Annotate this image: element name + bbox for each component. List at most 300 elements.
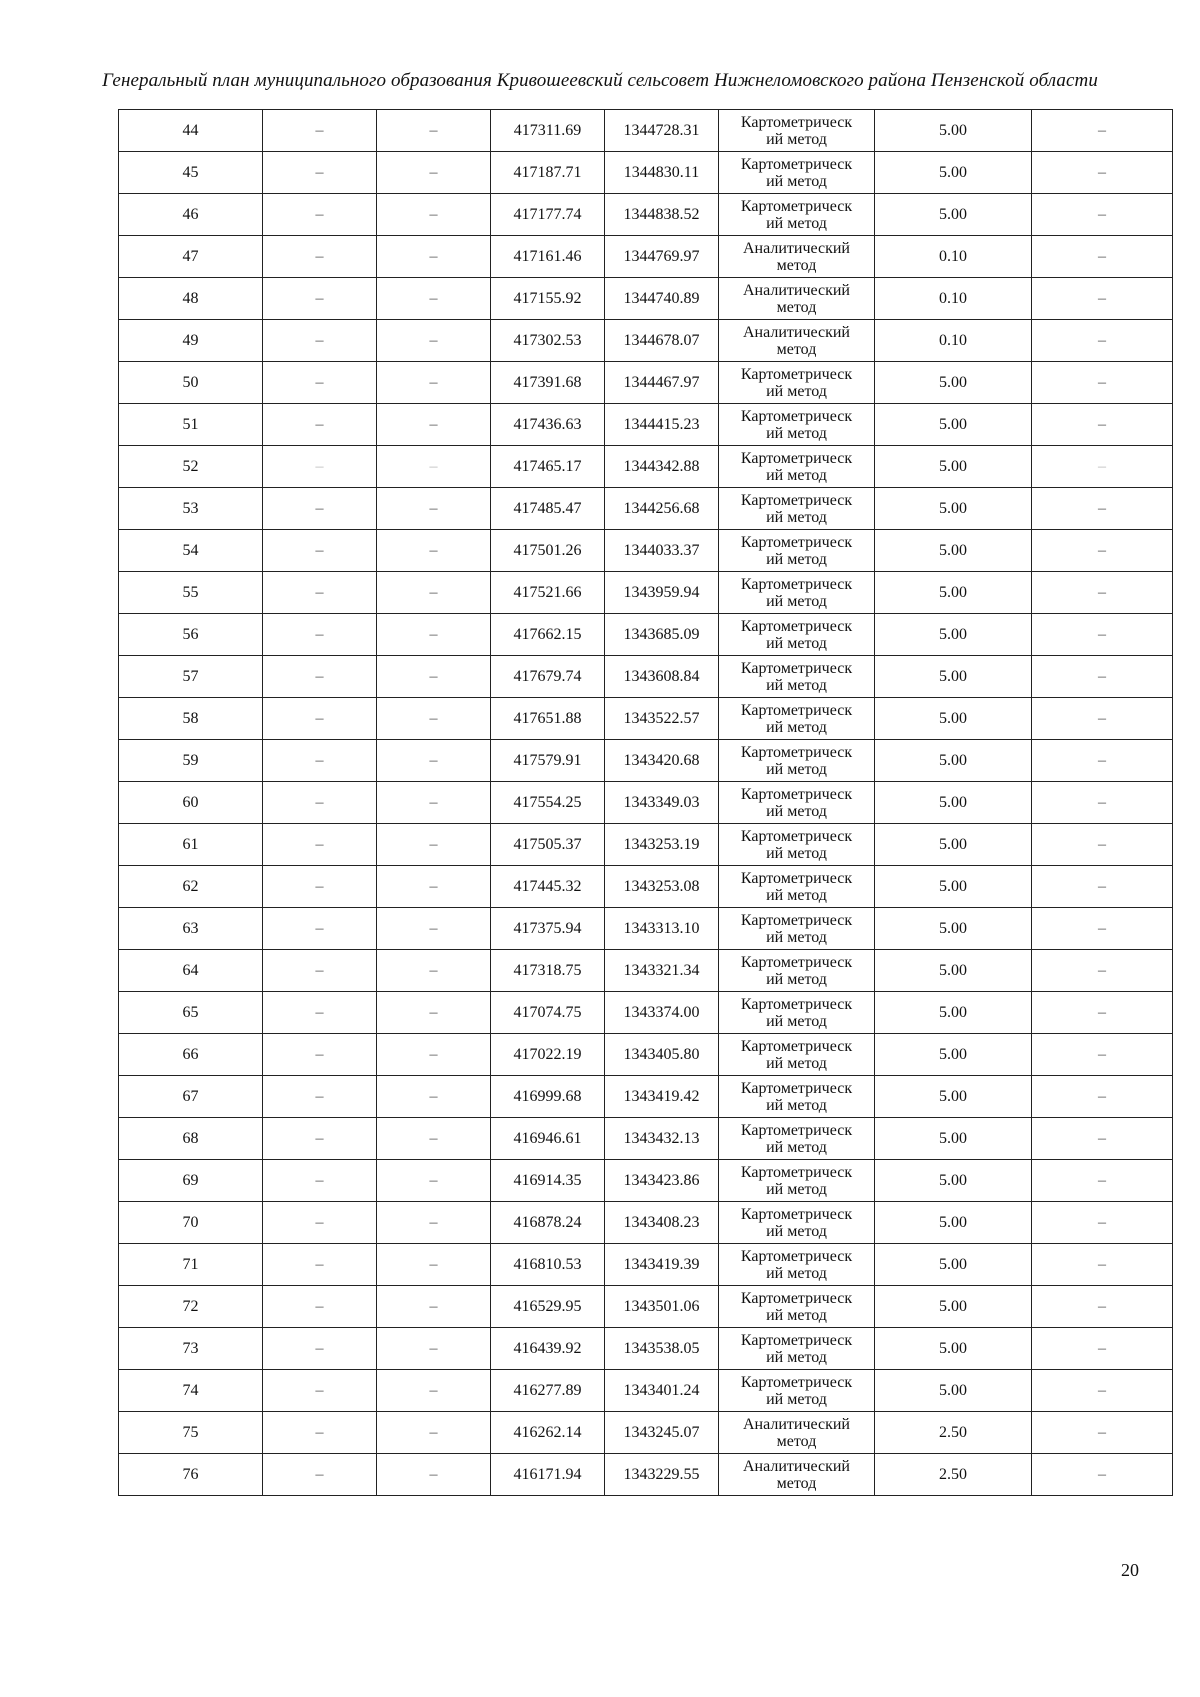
point-number-cell: 65 <box>119 992 263 1034</box>
method-cell <box>719 1160 875 1202</box>
x-coordinate-cell: 417579.91 <box>491 740 605 782</box>
empty-dash-cell: – <box>1032 404 1173 446</box>
point-number-cell: 74 <box>119 1370 263 1412</box>
point-number-cell: 45 <box>119 152 263 194</box>
method-cell <box>719 950 875 992</box>
empty-dash-cell: – <box>263 1202 377 1244</box>
point-number-cell: 44 <box>119 110 263 152</box>
method-line: ий метод <box>766 425 827 442</box>
table-row <box>119 1370 1173 1412</box>
empty-dash-cell: – <box>1032 236 1173 278</box>
method-line: Картометрическ <box>740 744 853 761</box>
x-coordinate-cell: 417521.66 <box>491 572 605 614</box>
method-line: Картометрическ <box>740 114 853 131</box>
method-line: Картометрическ <box>740 366 853 383</box>
method-line: Картометрическ <box>740 534 853 551</box>
table-row <box>119 446 1173 488</box>
method-line: ий метод <box>766 1307 827 1324</box>
method-line: ий метод <box>766 677 827 694</box>
accuracy-cell: 0.10 <box>875 320 1032 362</box>
method-line: метод <box>776 299 817 316</box>
x-coordinate-cell: 416277.89 <box>491 1370 605 1412</box>
empty-dash-cell: – <box>263 698 377 740</box>
empty-dash-cell: – <box>377 950 491 992</box>
empty-dash-cell: – <box>263 1244 377 1286</box>
accuracy-cell: 5.00 <box>875 1202 1032 1244</box>
x-coordinate-cell: 417445.32 <box>491 866 605 908</box>
table-row <box>119 1076 1173 1118</box>
empty-dash-cell: – <box>377 152 491 194</box>
method-line: Аналитический <box>742 1458 850 1475</box>
method-cell <box>719 992 875 1034</box>
empty-dash-cell: – <box>263 572 377 614</box>
accuracy-cell: 5.00 <box>875 1286 1032 1328</box>
method-line: Картометрическ <box>740 156 853 173</box>
y-coordinate-cell: 1344415.23 <box>605 404 719 446</box>
table-row <box>119 698 1173 740</box>
y-coordinate-cell: 1344740.89 <box>605 278 719 320</box>
point-number-cell: 57 <box>119 656 263 698</box>
method-line: Аналитический <box>742 240 850 257</box>
method-cell <box>719 614 875 656</box>
method-line: Картометрическ <box>740 1038 853 1055</box>
empty-dash-cell: – <box>377 908 491 950</box>
empty-dash-cell: – <box>263 824 377 866</box>
accuracy-cell: 5.00 <box>875 698 1032 740</box>
table-row <box>119 404 1173 446</box>
method-line: Картометрическ <box>740 1164 853 1181</box>
method-cell <box>719 572 875 614</box>
method-cell <box>719 194 875 236</box>
x-coordinate-cell: 417436.63 <box>491 404 605 446</box>
accuracy-cell: 5.00 <box>875 992 1032 1034</box>
empty-dash-cell: – <box>1032 740 1173 782</box>
x-coordinate-cell: 417311.69 <box>491 110 605 152</box>
empty-dash-cell: – <box>377 992 491 1034</box>
method-line: ий метод <box>766 929 827 946</box>
x-coordinate-cell: 417554.25 <box>491 782 605 824</box>
point-number-cell: 73 <box>119 1328 263 1370</box>
empty-dash-cell: – <box>263 1412 377 1454</box>
empty-dash-cell: – <box>263 1118 377 1160</box>
method-line: Картометрическ <box>740 576 853 593</box>
y-coordinate-cell: 1343419.42 <box>605 1076 719 1118</box>
method-line: Картометрическ <box>740 1080 853 1097</box>
empty-dash-cell: – <box>377 530 491 572</box>
point-number-cell: 62 <box>119 866 263 908</box>
y-coordinate-cell: 1343522.57 <box>605 698 719 740</box>
empty-dash-cell: – <box>1032 530 1173 572</box>
accuracy-cell: 5.00 <box>875 446 1032 488</box>
method-line: Картометрическ <box>740 1332 853 1349</box>
method-cell <box>719 1118 875 1160</box>
accuracy-cell: 0.10 <box>875 236 1032 278</box>
empty-dash-cell: – <box>1032 992 1173 1034</box>
method-line: ий метод <box>766 467 827 484</box>
method-line: Картометрическ <box>740 1374 853 1391</box>
empty-dash-cell: – <box>377 1034 491 1076</box>
method-line: ий метод <box>766 1223 827 1240</box>
y-coordinate-cell: 1343349.03 <box>605 782 719 824</box>
method-cell <box>719 488 875 530</box>
empty-dash-cell: – <box>377 110 491 152</box>
method-line: Картометрическ <box>740 1290 853 1307</box>
method-line: ий метод <box>766 719 827 736</box>
method-line: ий метод <box>766 551 827 568</box>
table-body <box>119 110 1173 1496</box>
table-row <box>119 1160 1173 1202</box>
empty-dash-cell: – <box>263 362 377 404</box>
y-coordinate-cell: 1343401.24 <box>605 1370 719 1412</box>
method-cell <box>719 1412 875 1454</box>
empty-dash-cell: – <box>1032 824 1173 866</box>
method-line: Картометрическ <box>740 492 853 509</box>
point-number-cell: 66 <box>119 1034 263 1076</box>
empty-dash-cell: – <box>1032 1034 1173 1076</box>
empty-dash-cell: – <box>1032 278 1173 320</box>
method-line: ий метод <box>766 761 827 778</box>
point-number-cell: 46 <box>119 194 263 236</box>
empty-dash-cell: – <box>1032 866 1173 908</box>
empty-dash-cell: – <box>377 1370 491 1412</box>
accuracy-cell: 5.00 <box>875 194 1032 236</box>
y-coordinate-cell: 1343313.10 <box>605 908 719 950</box>
method-line: ий метод <box>766 887 827 904</box>
method-cell <box>719 1286 875 1328</box>
empty-dash-cell: – <box>377 1202 491 1244</box>
point-number-cell: 70 <box>119 1202 263 1244</box>
table-row <box>119 656 1173 698</box>
x-coordinate-cell: 416171.94 <box>491 1454 605 1496</box>
method-line: Картометрическ <box>740 660 853 677</box>
accuracy-cell: 5.00 <box>875 152 1032 194</box>
table-row <box>119 1286 1173 1328</box>
accuracy-cell: 5.00 <box>875 488 1032 530</box>
y-coordinate-cell: 1343959.94 <box>605 572 719 614</box>
method-line: Картометрическ <box>740 912 853 929</box>
method-line: Картометрическ <box>740 828 853 845</box>
empty-dash-cell: – <box>1032 1370 1173 1412</box>
accuracy-cell: 5.00 <box>875 866 1032 908</box>
accuracy-cell: 0.10 <box>875 278 1032 320</box>
empty-dash-cell: – <box>1032 488 1173 530</box>
point-number-cell: 56 <box>119 614 263 656</box>
table-row <box>119 782 1173 824</box>
empty-dash-cell: – <box>1032 1244 1173 1286</box>
empty-dash-cell: – <box>263 236 377 278</box>
coordinates-table <box>118 109 1173 1496</box>
empty-dash-cell: – <box>263 992 377 1034</box>
method-cell <box>719 656 875 698</box>
y-coordinate-cell: 1343420.68 <box>605 740 719 782</box>
method-line: метод <box>776 1433 817 1450</box>
empty-dash-cell: – <box>263 278 377 320</box>
point-number-cell: 75 <box>119 1412 263 1454</box>
x-coordinate-cell: 417679.74 <box>491 656 605 698</box>
accuracy-cell: 5.00 <box>875 1244 1032 1286</box>
method-cell <box>719 278 875 320</box>
empty-dash-cell: – <box>1032 1286 1173 1328</box>
point-number-cell: 53 <box>119 488 263 530</box>
method-line: ий метод <box>766 845 827 862</box>
method-line: ий метод <box>766 971 827 988</box>
method-line: ий метод <box>766 215 827 232</box>
method-cell <box>719 698 875 740</box>
empty-dash-cell: – <box>1032 1160 1173 1202</box>
empty-dash-cell: – <box>377 782 491 824</box>
table-row <box>119 362 1173 404</box>
empty-dash-cell: – <box>377 446 491 488</box>
method-line: ий метод <box>766 803 827 820</box>
method-line: метод <box>776 257 817 274</box>
accuracy-cell: 5.00 <box>875 1118 1032 1160</box>
empty-dash-cell: – <box>377 1076 491 1118</box>
empty-dash-cell: – <box>377 740 491 782</box>
y-coordinate-cell: 1343229.55 <box>605 1454 719 1496</box>
table-row <box>119 572 1173 614</box>
empty-dash-cell: – <box>377 194 491 236</box>
method-cell <box>719 236 875 278</box>
method-cell <box>719 110 875 152</box>
point-number-cell: 51 <box>119 404 263 446</box>
empty-dash-cell: – <box>263 1328 377 1370</box>
point-number-cell: 60 <box>119 782 263 824</box>
point-number-cell: 67 <box>119 1076 263 1118</box>
point-number-cell: 64 <box>119 950 263 992</box>
point-number-cell: 49 <box>119 320 263 362</box>
empty-dash-cell: – <box>377 404 491 446</box>
empty-dash-cell: – <box>1032 782 1173 824</box>
empty-dash-cell: – <box>1032 614 1173 656</box>
method-line: Картометрическ <box>740 198 853 215</box>
page-header: Генеральный план муниципального образования Кривошеевский сельсовет Нижнеломовского района Пензенской области <box>102 70 1098 91</box>
y-coordinate-cell: 1343538.05 <box>605 1328 719 1370</box>
y-coordinate-cell: 1344830.11 <box>605 152 719 194</box>
point-number-cell: 69 <box>119 1160 263 1202</box>
y-coordinate-cell: 1343501.06 <box>605 1286 719 1328</box>
method-line: ий метод <box>766 509 827 526</box>
x-coordinate-cell: 416529.95 <box>491 1286 605 1328</box>
empty-dash-cell: – <box>377 656 491 698</box>
method-line: Аналитический <box>742 324 850 341</box>
empty-dash-cell: – <box>377 1412 491 1454</box>
method-line: Картометрическ <box>740 408 853 425</box>
accuracy-cell: 5.00 <box>875 656 1032 698</box>
empty-dash-cell: – <box>263 404 377 446</box>
table-row <box>119 488 1173 530</box>
empty-dash-cell: – <box>1032 1454 1173 1496</box>
empty-dash-cell: – <box>377 1118 491 1160</box>
table-row <box>119 110 1173 152</box>
table-row <box>119 614 1173 656</box>
empty-dash-cell: – <box>1032 1202 1173 1244</box>
x-coordinate-cell: 417074.75 <box>491 992 605 1034</box>
y-coordinate-cell: 1344728.31 <box>605 110 719 152</box>
method-cell <box>719 404 875 446</box>
point-number-cell: 72 <box>119 1286 263 1328</box>
empty-dash-cell: – <box>263 740 377 782</box>
empty-dash-cell: – <box>1032 320 1173 362</box>
empty-dash-cell: – <box>377 320 491 362</box>
table-row <box>119 824 1173 866</box>
x-coordinate-cell: 417651.88 <box>491 698 605 740</box>
y-coordinate-cell: 1343608.84 <box>605 656 719 698</box>
x-coordinate-cell: 417302.53 <box>491 320 605 362</box>
point-number-cell: 59 <box>119 740 263 782</box>
point-number-cell: 55 <box>119 572 263 614</box>
empty-dash-cell: – <box>377 1160 491 1202</box>
accuracy-cell: 5.00 <box>875 572 1032 614</box>
empty-dash-cell: – <box>263 320 377 362</box>
empty-dash-cell: – <box>263 194 377 236</box>
x-coordinate-cell: 417022.19 <box>491 1034 605 1076</box>
method-cell <box>719 320 875 362</box>
empty-dash-cell: – <box>263 110 377 152</box>
table-row <box>119 320 1173 362</box>
table-row <box>119 1118 1173 1160</box>
x-coordinate-cell: 416946.61 <box>491 1118 605 1160</box>
y-coordinate-cell: 1344838.52 <box>605 194 719 236</box>
x-coordinate-cell: 417465.17 <box>491 446 605 488</box>
empty-dash-cell: – <box>263 1160 377 1202</box>
empty-dash-cell: – <box>1032 908 1173 950</box>
method-line: Картометрическ <box>740 1248 853 1265</box>
empty-dash-cell: – <box>1032 152 1173 194</box>
method-line: ий метод <box>766 1181 827 1198</box>
table-row <box>119 236 1173 278</box>
empty-dash-cell: – <box>263 782 377 824</box>
empty-dash-cell: – <box>263 1076 377 1118</box>
empty-dash-cell: – <box>377 362 491 404</box>
y-coordinate-cell: 1343405.80 <box>605 1034 719 1076</box>
empty-dash-cell: – <box>263 950 377 992</box>
accuracy-cell: 5.00 <box>875 950 1032 992</box>
method-cell <box>719 866 875 908</box>
point-number-cell: 50 <box>119 362 263 404</box>
empty-dash-cell: – <box>377 278 491 320</box>
method-line: Картометрическ <box>740 870 853 887</box>
accuracy-cell: 5.00 <box>875 404 1032 446</box>
x-coordinate-cell: 417391.68 <box>491 362 605 404</box>
table-row <box>119 992 1173 1034</box>
x-coordinate-cell: 416262.14 <box>491 1412 605 1454</box>
method-line: Картометрическ <box>740 450 853 467</box>
empty-dash-cell: – <box>377 1454 491 1496</box>
accuracy-cell: 2.50 <box>875 1454 1032 1496</box>
y-coordinate-cell: 1343432.13 <box>605 1118 719 1160</box>
empty-dash-cell: – <box>377 488 491 530</box>
method-cell <box>719 152 875 194</box>
table-row <box>119 866 1173 908</box>
method-line: Картометрическ <box>740 954 853 971</box>
y-coordinate-cell: 1343408.23 <box>605 1202 719 1244</box>
point-number-cell: 54 <box>119 530 263 572</box>
accuracy-cell: 5.00 <box>875 782 1032 824</box>
method-line: метод <box>776 1475 817 1492</box>
empty-dash-cell: – <box>377 1244 491 1286</box>
accuracy-cell: 5.00 <box>875 530 1032 572</box>
empty-dash-cell: – <box>263 1370 377 1412</box>
y-coordinate-cell: 1343419.39 <box>605 1244 719 1286</box>
accuracy-cell: 5.00 <box>875 1034 1032 1076</box>
method-line: Аналитический <box>742 282 850 299</box>
empty-dash-cell: – <box>1032 656 1173 698</box>
y-coordinate-cell: 1344769.97 <box>605 236 719 278</box>
y-coordinate-cell: 1343253.19 <box>605 824 719 866</box>
empty-dash-cell: – <box>1032 1412 1173 1454</box>
empty-dash-cell: – <box>263 908 377 950</box>
method-cell <box>719 1244 875 1286</box>
point-number-cell: 76 <box>119 1454 263 1496</box>
method-cell <box>719 362 875 404</box>
empty-dash-cell: – <box>263 152 377 194</box>
y-coordinate-cell: 1343253.08 <box>605 866 719 908</box>
table-row <box>119 1034 1173 1076</box>
table-row <box>119 1202 1173 1244</box>
page-number: 20 <box>1121 1560 1139 1580</box>
empty-dash-cell: – <box>263 446 377 488</box>
method-line: ий метод <box>766 593 827 610</box>
table-row <box>119 1454 1173 1496</box>
method-line: ий метод <box>766 1349 827 1366</box>
empty-dash-cell: – <box>377 1328 491 1370</box>
empty-dash-cell: – <box>1032 1076 1173 1118</box>
x-coordinate-cell: 416439.92 <box>491 1328 605 1370</box>
method-line: ий метод <box>766 1013 827 1030</box>
empty-dash-cell: – <box>1032 950 1173 992</box>
y-coordinate-cell: 1344033.37 <box>605 530 719 572</box>
empty-dash-cell: – <box>263 1034 377 1076</box>
empty-dash-cell: – <box>1032 1118 1173 1160</box>
method-line: Картометрическ <box>740 1206 853 1223</box>
empty-dash-cell: – <box>263 1454 377 1496</box>
x-coordinate-cell: 417161.46 <box>491 236 605 278</box>
empty-dash-cell: – <box>1032 362 1173 404</box>
point-number-cell: 58 <box>119 698 263 740</box>
y-coordinate-cell: 1343321.34 <box>605 950 719 992</box>
empty-dash-cell: – <box>1032 572 1173 614</box>
table-row <box>119 950 1173 992</box>
accuracy-cell: 5.00 <box>875 824 1032 866</box>
table-row <box>119 908 1173 950</box>
accuracy-cell: 5.00 <box>875 1076 1032 1118</box>
method-line: Аналитический <box>742 1416 850 1433</box>
method-cell <box>719 1328 875 1370</box>
empty-dash-cell: – <box>377 572 491 614</box>
empty-dash-cell: – <box>377 236 491 278</box>
y-coordinate-cell: 1344678.07 <box>605 320 719 362</box>
method-line: Картометрическ <box>740 786 853 803</box>
x-coordinate-cell: 416914.35 <box>491 1160 605 1202</box>
x-coordinate-cell: 416999.68 <box>491 1076 605 1118</box>
method-cell <box>719 1370 875 1412</box>
x-coordinate-cell: 417501.26 <box>491 530 605 572</box>
table-row <box>119 152 1173 194</box>
point-number-cell: 61 <box>119 824 263 866</box>
accuracy-cell: 5.00 <box>875 908 1032 950</box>
x-coordinate-cell: 416810.53 <box>491 1244 605 1286</box>
y-coordinate-cell: 1344256.68 <box>605 488 719 530</box>
method-cell <box>719 1076 875 1118</box>
point-number-cell: 52 <box>119 446 263 488</box>
table-row <box>119 740 1173 782</box>
empty-dash-cell: – <box>1032 698 1173 740</box>
method-cell <box>719 530 875 572</box>
point-number-cell: 68 <box>119 1118 263 1160</box>
y-coordinate-cell: 1343245.07 <box>605 1412 719 1454</box>
x-coordinate-cell: 417155.92 <box>491 278 605 320</box>
method-line: ий метод <box>766 1055 827 1072</box>
